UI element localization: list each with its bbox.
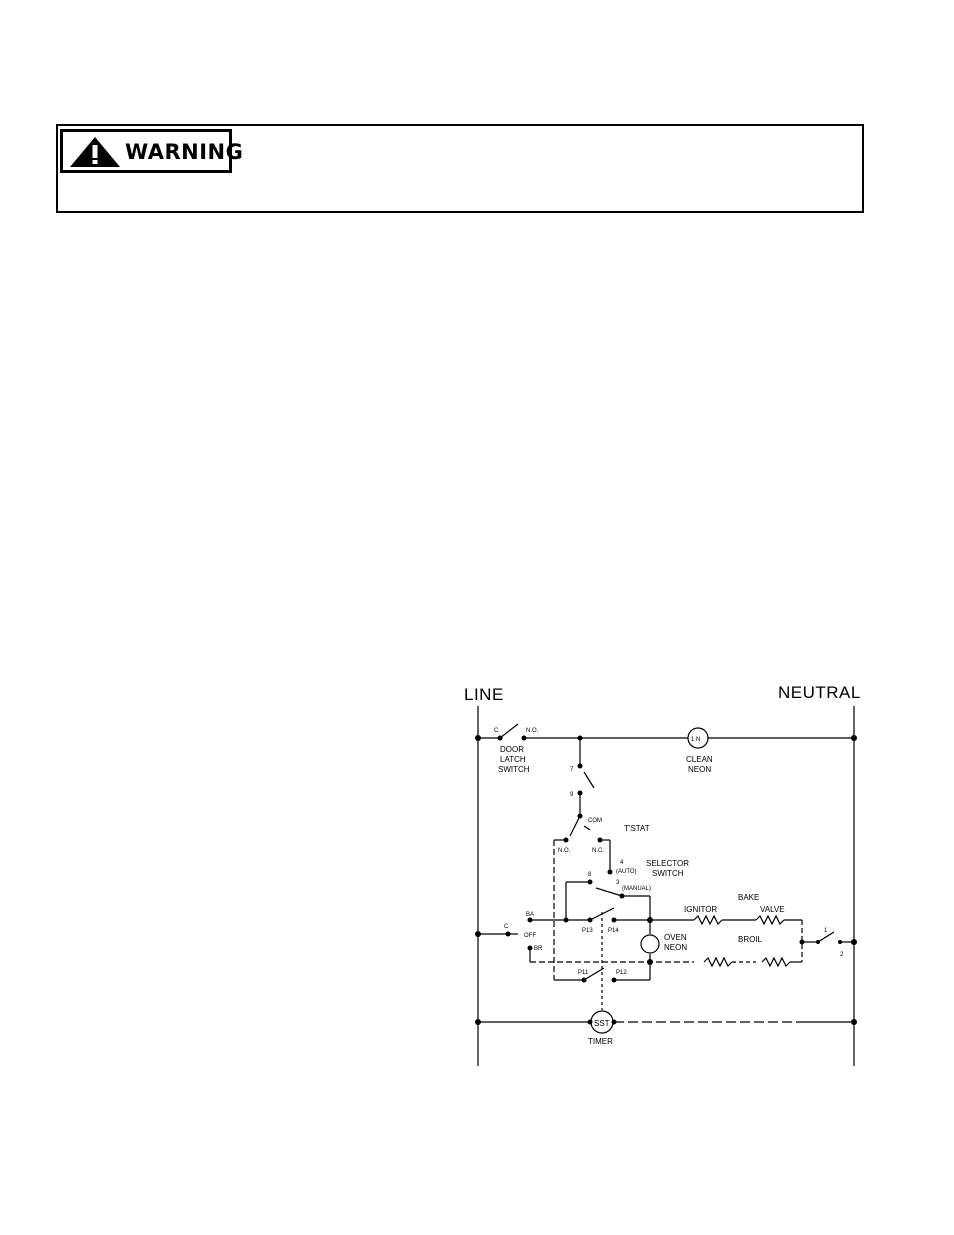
door-latch-label-2: LATCH: [500, 755, 526, 764]
warning-box: [56, 124, 864, 213]
lock-terminal-1-label: 1: [824, 928, 828, 934]
selector-label-2: SWITCH: [652, 869, 684, 878]
line-label: LINE: [464, 685, 504, 704]
oven-wiring-diagram: [456, 676, 876, 1081]
timer-symbol-text: SST: [594, 1019, 610, 1028]
bake-label: BAKE: [738, 893, 760, 902]
door-latch-label-1: DOOR: [500, 745, 524, 754]
door-latch-no-label: N.O.: [526, 728, 539, 734]
warning-label: WARNING: [125, 140, 244, 164]
terminal-9-label: 9: [570, 792, 574, 798]
tstat-no-label: N.O.: [558, 848, 571, 854]
switch-off-label: OFF: [524, 933, 536, 939]
broil-element-right: [762, 958, 790, 966]
warning-triangle-icon: [69, 136, 121, 168]
switch-br-label: BR: [534, 946, 543, 952]
lock-terminal-2-label: 2: [840, 952, 844, 958]
tstat-contact: [570, 816, 580, 836]
tstat-label: T'STAT: [624, 824, 650, 833]
broil-element-left: [704, 958, 732, 966]
valve-label: VALVE: [760, 905, 785, 914]
switch-p14-label: P14: [608, 928, 619, 934]
clean-neon-symbol-text: 1 N: [691, 737, 701, 743]
switch-p13-label: P13: [582, 928, 593, 934]
clean-neon-label-1: CLEAN: [686, 755, 713, 764]
terminal-7-label: 7: [570, 767, 574, 773]
broil-label: BROIL: [738, 935, 763, 944]
warning-badge: [60, 129, 244, 173]
selector-auto-label: (AUTO): [616, 869, 637, 875]
wiring-schematic: [456, 676, 876, 1076]
oven-neon-label-2: NEON: [664, 943, 688, 952]
door-latch-switch-blade: [500, 724, 518, 738]
door-latch-label-3: SWITCH: [498, 765, 530, 774]
switch-c-label: C: [504, 924, 509, 930]
selector-label-1: SELECTOR: [646, 859, 689, 868]
terminal-7-9-contact: [584, 772, 594, 788]
tstat-com-label: COM: [588, 818, 602, 824]
clean-neon-label-2: NEON: [688, 765, 712, 774]
ignitor-element: [694, 916, 722, 924]
selector-8-label: 8: [588, 872, 592, 878]
selector-manual-label: (MANUAL): [622, 886, 652, 892]
selector-4-label: 4: [620, 860, 624, 866]
door-latch-c-label: C: [494, 728, 499, 734]
valve-element: [756, 916, 784, 924]
oven-neon-symbol: [641, 935, 659, 953]
switch-p12-label: P12: [616, 970, 627, 976]
ignitor-label: IGNITOR: [684, 905, 718, 914]
switch-ba-label: BA: [526, 912, 535, 918]
selector-3-label: 3: [616, 880, 620, 886]
oven-neon-label-1: OVEN: [664, 933, 687, 942]
timer-label: TIMER: [588, 1037, 613, 1046]
switch-p11-label: P11: [578, 970, 589, 976]
selector-contact: [596, 888, 622, 896]
neutral-label: NEUTRAL: [778, 683, 861, 702]
tstat-nc-label: N.C.: [592, 848, 604, 854]
